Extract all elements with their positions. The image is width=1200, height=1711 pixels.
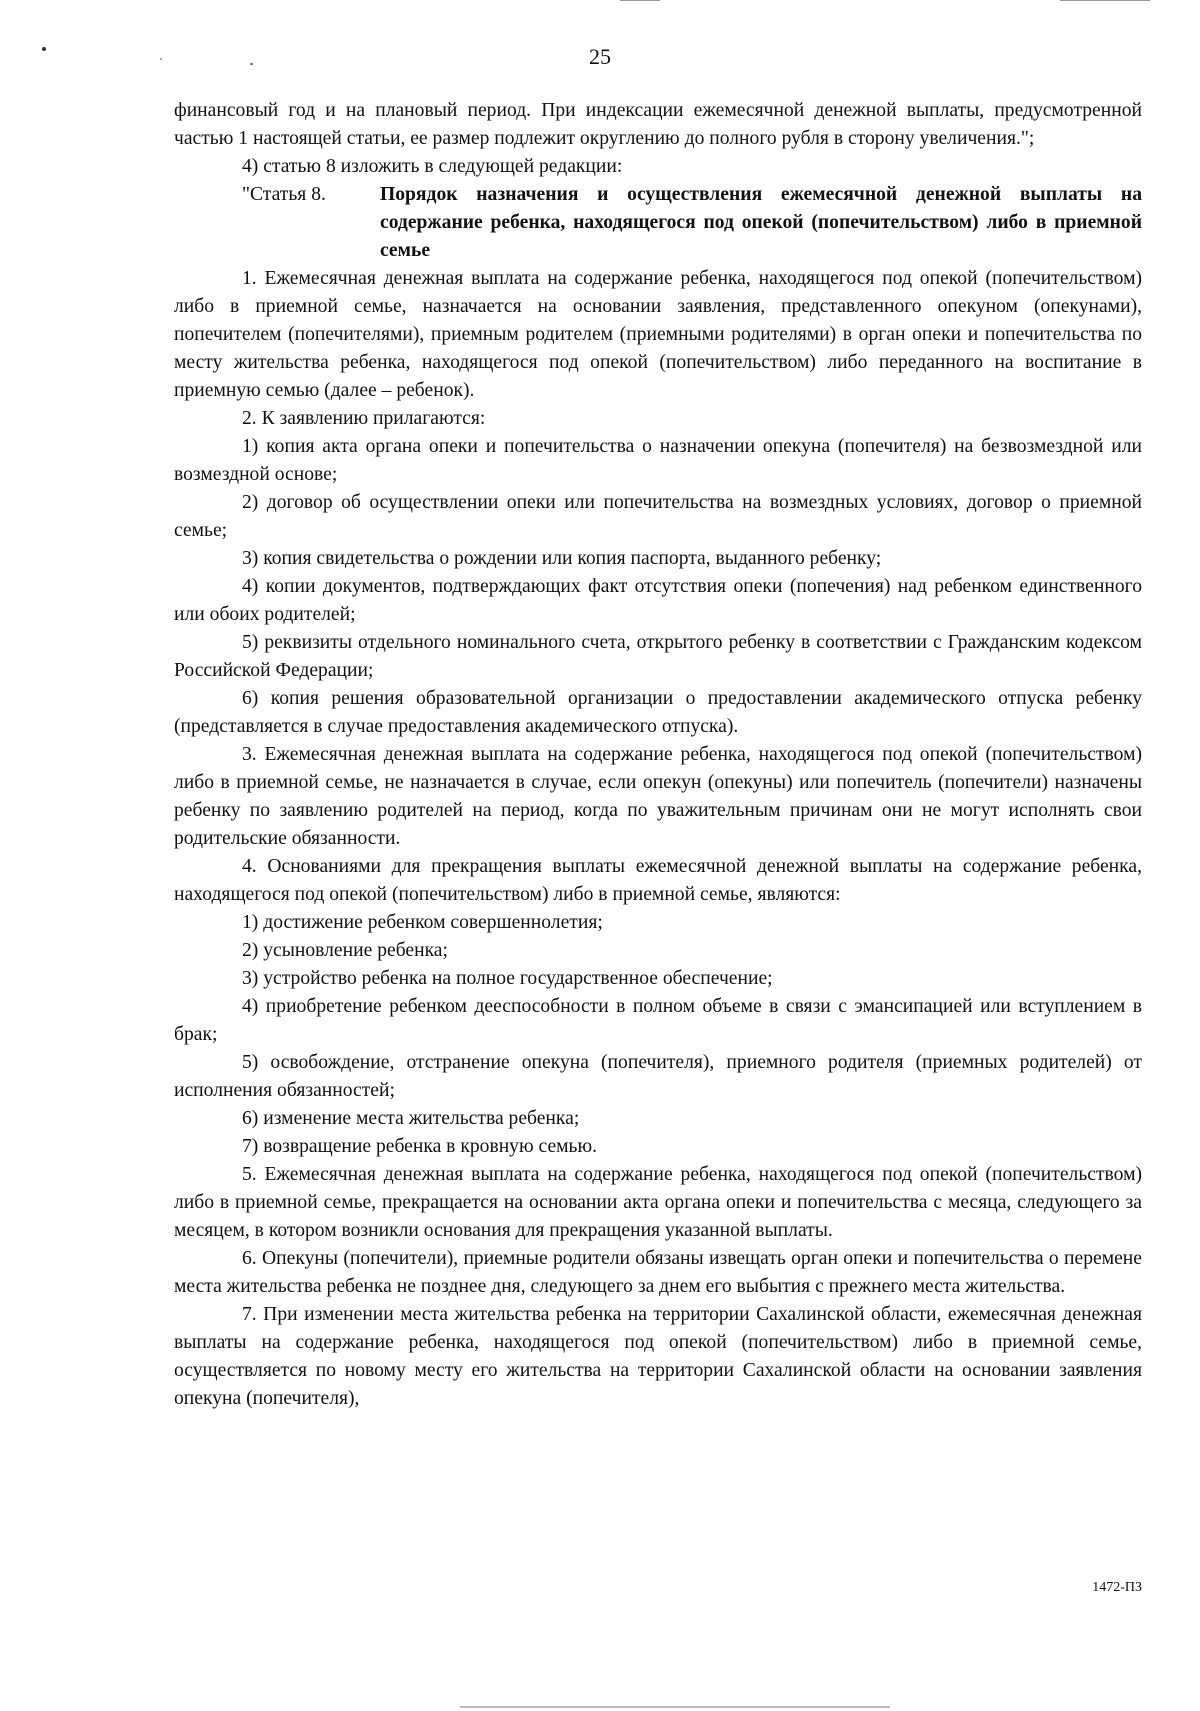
paragraph: 1. Ежемесячная денежная выплата на содержание ребенка, находящегося под опекой (попечительством) либо в приемной семье, назначается на основании заявления, представленного опекуном (опекунами), попечителем (попечителями), приемным родителем (приемными родителями) в орган опеки и попечительства по месту жительства ребенка, находящегося под опекой (попечительством) либо переданного на воспитание в приемную семью (далее – ребенок).: [174, 268, 1142, 401]
paragraph: финансовый год и на плановый период. При индексации ежемесячной денежной выплаты, предусмотренной частью 1 настоящей статьи, ее размер подлежит округлению до полного рубля в сторону увеличения.";: [174, 100, 1142, 149]
paragraph: 5. Ежемесячная денежная выплата на содержание ребенка, находящегося под опекой (попечительством) либо в приемной семье, прекращается на основании акта органа опеки и попечительства с месяца, следующего за месяцем, в котором возникли основания для прекращения указанной выплаты.: [174, 1164, 1142, 1241]
paragraph: 2. К заявлению прилагаются:: [242, 408, 486, 429]
paragraph: 2) договор об осуществлении опеки или попечительства на возмездных условиях, договор о приемной семье;: [174, 492, 1142, 541]
paragraph: 3. Ежемесячная денежная выплата на содержание ребенка, находящегося под опекой (попечительством) либо в приемной семье, не назначается в случае, если опекун (опекуны) или попечитель (попечители) назначены ребенку по заявлению родителей на период, когда по уважительным причинам они не могут исполнять свои родительские обязанности.: [174, 744, 1142, 849]
paragraph: 7) возвращение ребенка в кровную семью.: [242, 1136, 598, 1157]
paragraph: 1) копия акта органа опеки и попечительства о назначении опекуна (попечителя) на безвозмездной или возмездной основе;: [174, 436, 1142, 485]
scan-edge: [1060, 0, 1150, 1]
scan-edge: [620, 0, 660, 1]
scan-edge: [460, 1706, 890, 1708]
paragraph: 5) освобождение, отстранение опекуна (попечителя), приемного родителя (приемных родителей) от исполнения обязанностей;: [174, 1052, 1142, 1101]
paragraph: 4) статью 8 изложить в следующей редакции:: [242, 156, 623, 177]
article-title: Порядок назначения и осуществления ежемесячной денежной выплаты на содержание ребенка, находящегося под опекой (попечительством) либо в приемной семье: [380, 184, 1142, 261]
paragraph: 2) усыновление ребенка;: [242, 940, 448, 961]
paragraph: 3) устройство ребенка на полное государственное обеспечение;: [242, 968, 773, 989]
paragraph: 6) изменение места жительства ребенка;: [242, 1108, 580, 1129]
article-label: "Статья 8.: [242, 184, 326, 205]
paragraph: 7. При изменении места жительства ребенка на территории Сахалинской области, ежемесячная денежная выплаты на содержание ребенка, находящегося под опекой (попечительством) либо в приемной семье, осуществляется по новому месту его жительства на территории Сахалинской области на основании заявления опекуна (попечителя),: [174, 1304, 1142, 1409]
article-heading: [174, 181, 1142, 265]
paragraph: 4. Основаниями для прекращения выплаты ежемесячной денежной выплаты на содержание ребенка, находящегося под опекой (попечительством) либо в приемной семье, являются:: [174, 856, 1142, 905]
document-body: [174, 97, 1142, 1413]
paragraph: 5) реквизиты отдельного номинального счета, открытого ребенку в соответствии с Гражданским кодексом Российской Федерации;: [174, 632, 1142, 681]
document-code: 1472-ПЗ: [1092, 1580, 1142, 1595]
paragraph: 4) приобретение ребенком дееспособности в полном объеме в связи с эмансипацией или вступлением в брак;: [174, 996, 1142, 1045]
paragraph: 6) копия решения образовательной организации о предоставлении академического отпуска ребенку (представляется в случае предоставления академического отпуска).: [174, 688, 1142, 737]
paragraph: 4) копии документов, подтверждающих факт отсутствия опеки (попечения) над ребенком единственного или обоих родителей;: [174, 576, 1142, 625]
paragraph: 6. Опекуны (попечители), приемные родители обязаны извещать орган опеки и попечительства о перемене места жительства ребенка не позднее дня, следующего за днем его выбытия с прежнего места жительства.: [174, 1248, 1142, 1297]
paragraph: 3) копия свидетельства о рождении или копия паспорта, выданного ребенку;: [242, 548, 882, 569]
page-number: 25: [589, 44, 611, 69]
paragraph: 1) достижение ребенком совершеннолетия;: [242, 912, 603, 933]
